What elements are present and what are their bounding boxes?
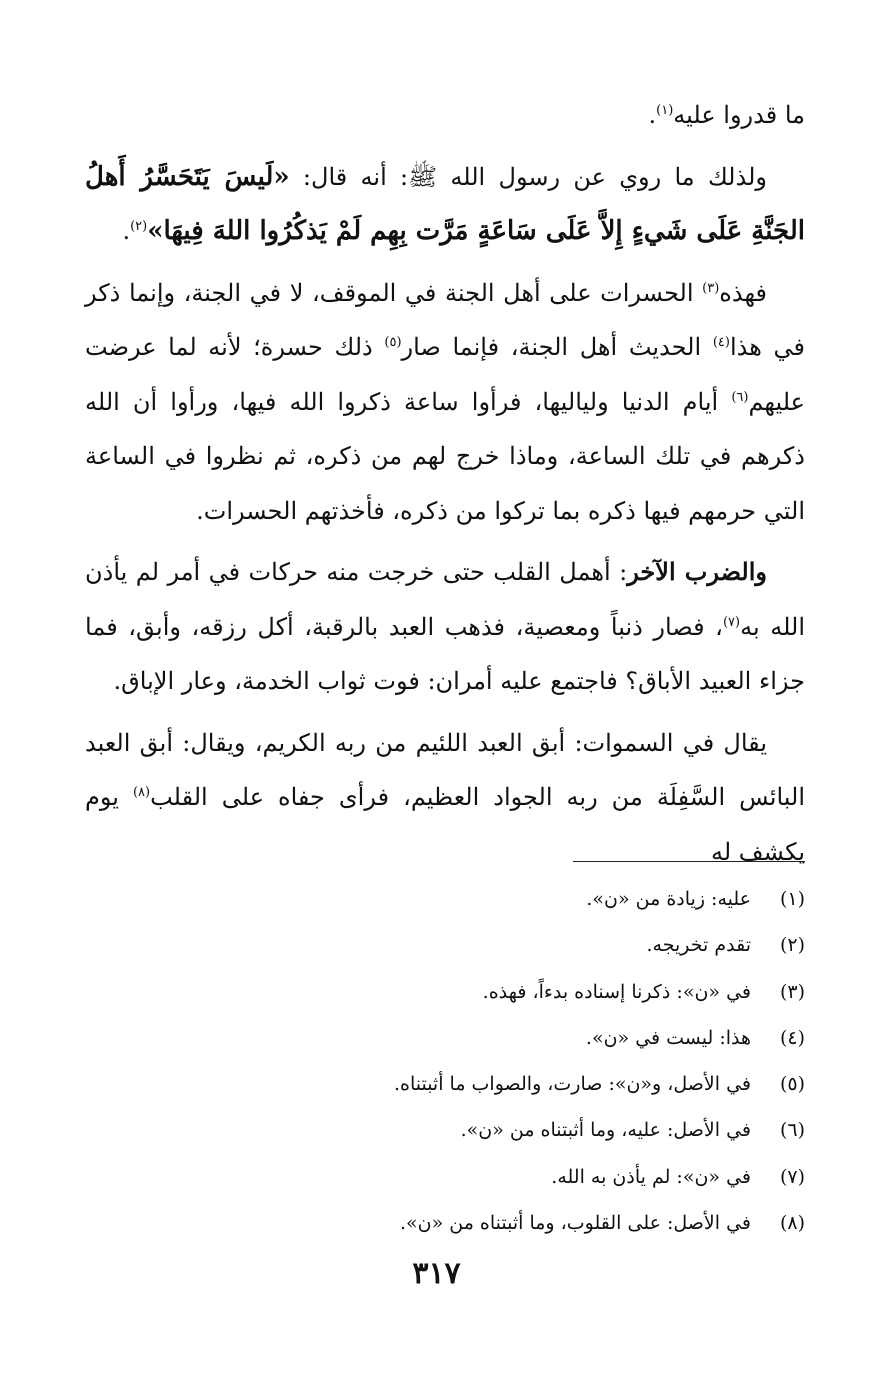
footnotes-list xyxy=(85,876,805,1246)
footnote-number: (١) xyxy=(779,888,805,910)
footnote-item xyxy=(85,969,805,1015)
footnote-ref-6[interactable]: (٦) xyxy=(731,389,749,405)
paragraph-text: يقال في السموات: أبق العبد اللئيم من ربه الكريم، ويقال: أبق العبد البائس السَّفِلَة من ربه الجواد العظيم، فرأى جفاه على القلب xyxy=(85,728,805,811)
footnote-number: (٤) xyxy=(779,1026,805,1049)
footnote-ref-8[interactable]: (٨) xyxy=(132,785,151,800)
footnote-text: في «ن»: لم يأذن به الله. xyxy=(551,1165,751,1188)
footnote-number: (٣) xyxy=(779,980,805,1003)
main-text xyxy=(85,88,805,886)
paragraph-text: الحديث أهل الجنة، فإنما صار xyxy=(401,333,713,361)
paragraph-text: أيام الدنيا ولياليها، فرأوا ساعة ذكروا الله فيها، ورأوا أن الله ذكرهم في تلك الساعة، وماذا خرج لهم من ذكره، ثم نظروا في الساعة التي حرمهم فيها ذكره بما تركوا من ذكره، فأخذتهم الحسرات. xyxy=(85,387,805,525)
paragraph-text: ذلك حسرة؛ لأنه لما عرضت عليهم xyxy=(85,333,805,416)
footnote-item xyxy=(85,1107,805,1153)
footnote-number: (٢) xyxy=(779,934,805,957)
paragraph-text: ، فصار ذنباً ومعصية، فذهب العبد بالرقبة، أكل رزقه، وأبق، فما جزاء العبيد الأباق؟ فاجتمع عليه أمران: فوت ثواب الخدمة، وعار الإباق. xyxy=(85,612,805,695)
footnote-ref-2[interactable]: (٢) xyxy=(130,219,148,234)
paragraph-text: الحسرات على أهل الجنة في الموقف، لا في الجنة، وإنما ذكر في هذا xyxy=(85,278,805,361)
paragraph-tail: . xyxy=(648,101,657,129)
hadith-quote: «لَيسَ يَتَحَسَّرُ أَهلُ الجَنَّةِ عَلَى شَيءٍ إِلاَّ عَلَى سَاعَةٍ مَرَّت بِهِم لَمْ يَذكُرُوا اللهَ فِيهَا» xyxy=(85,161,805,246)
paragraph-3 xyxy=(85,266,805,539)
footnote-text: تقدم تخريجه. xyxy=(646,934,751,957)
footnote-item xyxy=(85,1154,805,1200)
footnote-text: عليه: زيادة من «ن». xyxy=(586,888,751,910)
paragraph-text: يوم يكشف له xyxy=(85,783,805,866)
footnote-number: (٨) xyxy=(779,1212,805,1235)
paragraph-4 xyxy=(85,545,805,709)
page-number: ٣١٧ xyxy=(412,1256,461,1291)
footnote-separator xyxy=(573,861,805,862)
footnote-item xyxy=(85,1015,805,1061)
section-lead: والضرب الآخر xyxy=(627,557,767,586)
footnote-item xyxy=(85,876,805,922)
footnote-number: (٧) xyxy=(779,1165,805,1188)
footnote-text: في الأصل: عليه، وما أثبتناه من «ن». xyxy=(460,1119,751,1142)
footnote-text: في «ن»: ذكرنا إسناده بدءاً، فهذه. xyxy=(482,980,751,1003)
paragraph-text: ما قدروا عليه xyxy=(673,101,805,129)
footnote-ref-5[interactable]: (٥) xyxy=(384,335,402,350)
footnote-item xyxy=(85,922,805,968)
footnote-item xyxy=(85,1061,805,1107)
footnote-ref-7[interactable]: (٧) xyxy=(722,614,741,630)
paragraph-lead: ولذلك ما روي عن رسول الله ﷺ: أنه قال: xyxy=(289,162,767,191)
paragraph-text: : أهمل القلب حتى خرجت منه حركات في أمر لم يأذن الله به xyxy=(85,558,806,641)
footnote-text: في الأصل: على القلوب، وما أثبتناه من «ن». xyxy=(399,1212,751,1235)
footnote-text: هذا: ليست في «ن». xyxy=(585,1026,751,1049)
footnote-ref-4[interactable]: (٤) xyxy=(712,335,730,350)
footnote-ref-3[interactable]: (٣) xyxy=(702,280,720,296)
footnote-ref-1[interactable]: (١) xyxy=(656,103,674,118)
footnote-item xyxy=(85,1200,805,1246)
footnote-text: في الأصل، و«ن»: صارت، والصواب ما أثبتناه. xyxy=(393,1073,751,1096)
paragraph-text: فهذه xyxy=(719,278,767,307)
paragraph-2 xyxy=(85,150,805,259)
footnote-number: (٥) xyxy=(779,1073,805,1096)
paragraph-1 xyxy=(85,88,805,143)
paragraph-5 xyxy=(85,716,805,880)
footnote-number: (٦) xyxy=(779,1119,805,1142)
paragraph-tail: . xyxy=(122,217,131,245)
